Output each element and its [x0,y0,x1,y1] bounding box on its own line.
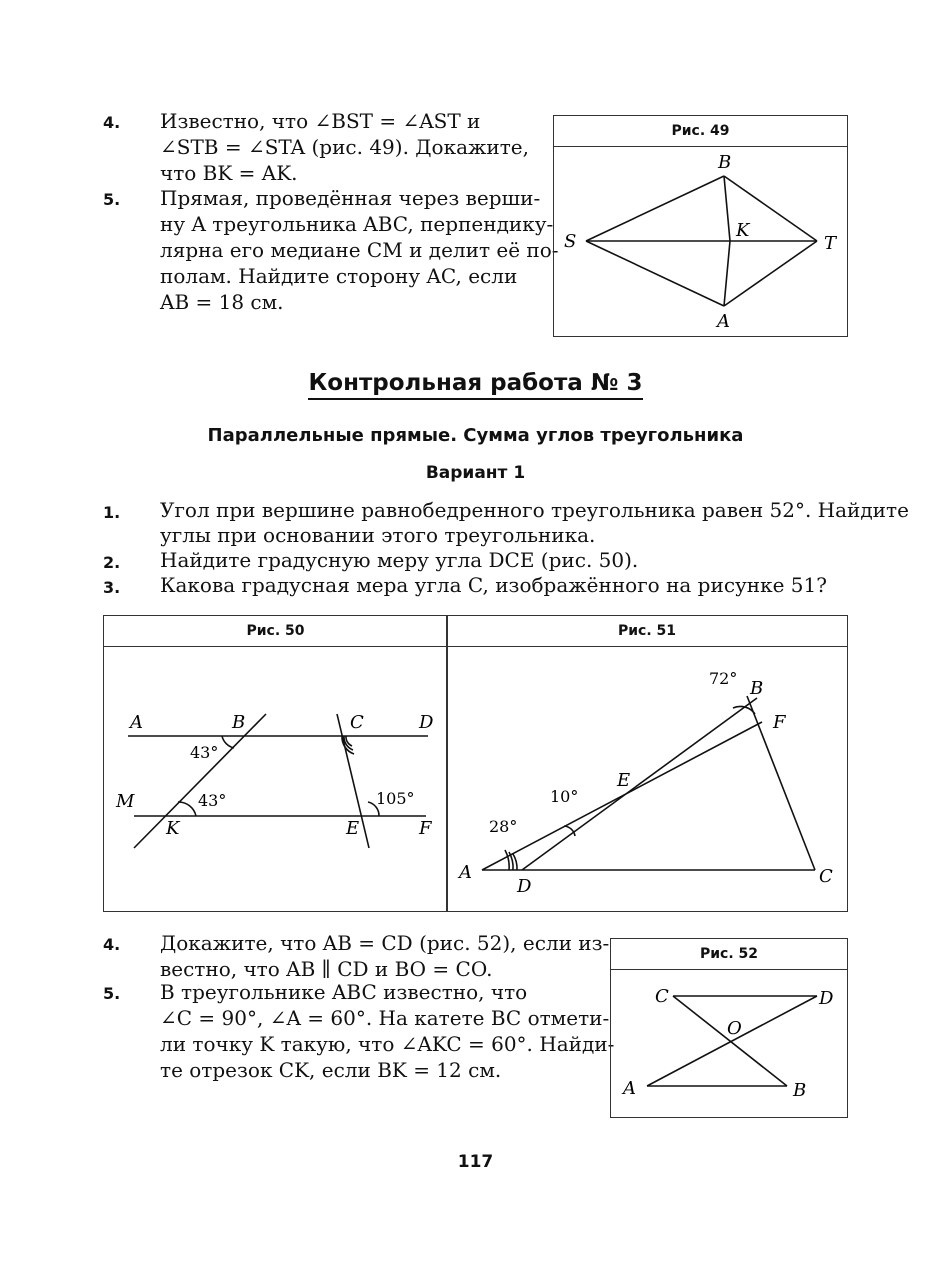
problem-line: ∠C = 90°, ∠A = 60°. На катете BC отмети- [160,1006,610,1030]
figure-50 [103,615,448,912]
figure-52 [610,938,848,1118]
figure-title: Рис. 52 [611,939,847,970]
problem-line: Известно, что ∠BST = ∠AST и [160,109,481,133]
angle-label: 72° [709,669,738,688]
problem-line: Прямая, проведённая через верши- [160,186,541,210]
point-label-m: M [116,791,135,812]
angle-label: 28° [489,817,518,836]
problem-line: В треугольнике ABC известно, что [160,980,528,1004]
problem-number: 5. [103,984,121,1003]
problem-line: Угол при вершине равнобедренного треугольника равен 52°. Найдите [160,498,909,522]
point-label-b: B [718,152,732,173]
problem-text [160,573,850,598]
problem-number: 4. [103,935,121,954]
problem-line: ли точку K такую, что ∠AKC = 60°. Найди- [160,1032,615,1056]
figure-49 [553,115,848,337]
problem-text [160,185,559,315]
problem-line: ну A треугольника ABC, перпендику- [160,212,554,236]
point-label-k: K [736,220,750,241]
point-label-a: A [623,1078,636,1099]
point-label-a: A [130,712,143,733]
point-label-b: B [750,678,764,699]
figure-50-drawing [104,616,447,911]
problem-line: что BK = AK. [160,161,298,185]
problem-number: 4. [103,113,121,132]
problem-number: 3. [103,578,121,597]
angle-label: 10° [550,787,579,806]
point-label-t: T [824,233,837,254]
problem-line: полам. Найдите сторону AC, если [160,264,518,288]
problem-number: 5. [103,190,121,209]
point-label-k: K [166,818,180,839]
figure-title: Рис. 51 [447,616,847,647]
angle-label: 43° [198,791,227,810]
figure-title: Рис. 50 [104,616,447,647]
point-label-a: A [459,862,472,883]
section-title [0,370,951,396]
problem-text [160,979,615,1083]
problem-line: лярна его медиане CM и делит её по- [160,238,559,262]
problem-number: 2. [103,553,121,572]
problem-line: Найдите градусную меру угла DCE (рис. 50). [160,548,639,572]
point-label-d: D [419,712,434,733]
problem-text [160,930,610,982]
problem-line: AB = 18 см. [160,290,284,314]
point-label-o: O [727,1018,742,1039]
figure-51 [446,615,848,912]
problem-line: углы при основании этого треугольника. [160,523,596,547]
point-label-e: E [617,770,631,791]
problem-text [160,108,528,186]
problem-line: ∠STB = ∠STA (рис. 49). Докажите, [160,135,530,159]
point-label-f: F [773,712,786,733]
point-label-a: A [717,311,730,332]
point-label-b: B [793,1080,807,1101]
point-label-c: C [655,986,669,1007]
problem-text [160,498,909,548]
section-subtitle: Параллельные прямые. Сумма углов треугольника [207,425,744,446]
problem-line: те отрезок CK, если BK = 12 см. [160,1058,502,1082]
point-label-f: F [419,818,432,839]
point-label-d: D [517,876,532,897]
point-label-b: B [232,712,246,733]
figure-51-drawing [447,616,847,911]
point-label-s: S [564,231,577,252]
angle-label: 105° [376,789,415,808]
point-label-c: C [819,866,833,887]
figure-49-drawing [554,116,847,336]
problem-line: Докажите, что AB = CD (рис. 52), если из- [160,931,610,955]
page-number: 117 [457,1152,494,1172]
point-label-d: D [819,988,834,1009]
problem-text [160,548,850,573]
angle-label: 43° [190,743,219,762]
problem-number: 1. [103,503,121,522]
problem-line: Какова градусная мера угла C, изображённого на рисунке 51? [160,573,827,597]
problem-line: вестно, что AB ∥ CD и BO = CO. [160,957,493,981]
section-title-text: Контрольная работа № 3 [308,370,642,400]
figure-52-drawing [611,939,847,1117]
variant-heading: Вариант 1 [425,463,526,483]
figure-title: Рис. 49 [554,116,847,147]
point-label-c: C [350,712,364,733]
point-label-e: E [346,818,360,839]
